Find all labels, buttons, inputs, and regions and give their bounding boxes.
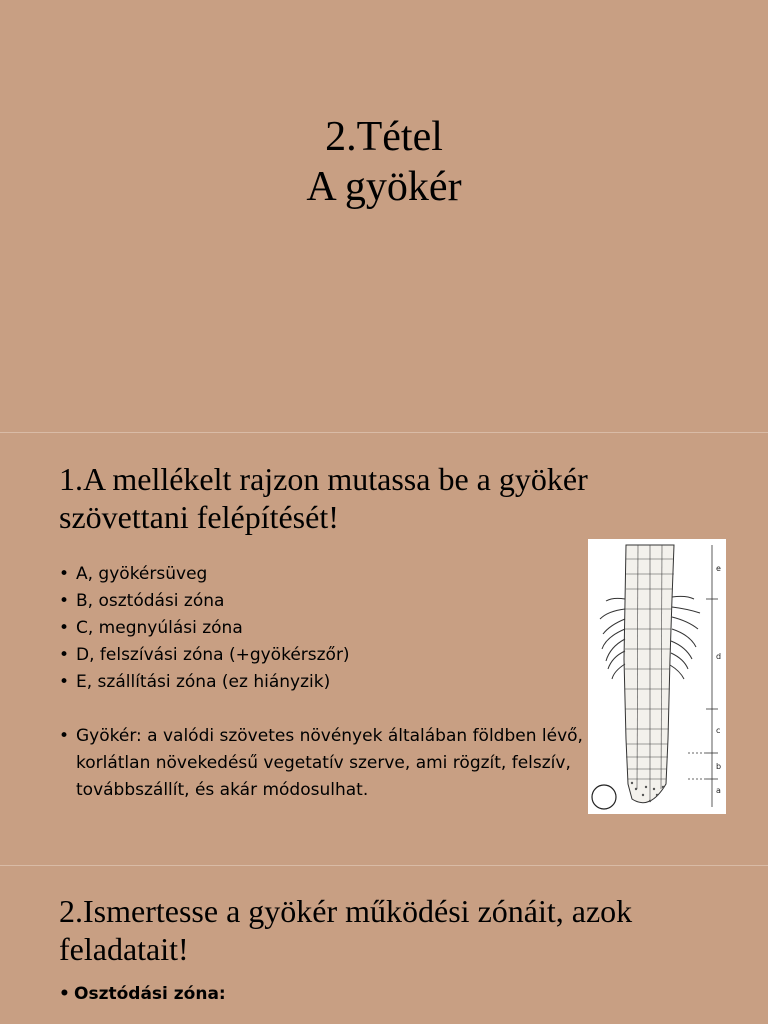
- slide-2: [0, 433, 768, 865]
- label-e: e: [716, 564, 721, 573]
- slide-2-title: [59, 460, 739, 536]
- label-c: c: [716, 726, 721, 735]
- list-item: • B, osztódási zóna: [59, 588, 350, 615]
- slide-1: [0, 0, 768, 432]
- root-diagram-svg: [588, 539, 726, 814]
- list-item-bold: • Osztódási zóna:: [59, 984, 226, 1004]
- list-item: • E, szállítási zóna (ez hiányzik): [59, 669, 350, 696]
- root-diagram: [588, 539, 726, 814]
- title-line-2: A gyökér: [306, 164, 462, 210]
- list-item: • D, felszívási zóna (+gyökérszőr): [59, 642, 350, 669]
- label-b: b: [716, 762, 722, 771]
- slide-3: [0, 866, 768, 1024]
- slide-1-title: [0, 112, 768, 212]
- slide-3-title-line-1: 2.Ismertesse a gyökér működési zónáit, azok: [59, 893, 633, 929]
- slide-2-title-line-1: 1.A mellékelt rajzon mutassa be a gyökér: [59, 461, 588, 497]
- label-d: d: [716, 652, 722, 661]
- zone-list: [59, 561, 350, 696]
- slide-3-title-line-2: feladatait!: [59, 931, 189, 967]
- list-item: • A, gyökérsüveg: [59, 561, 350, 588]
- slide-2-title-line-2: szövettani felépítését!: [59, 499, 339, 535]
- title-line-1: 2.Tétel: [325, 114, 443, 160]
- slide-3-title: [59, 892, 739, 968]
- definition-text: • Gyökér: a valódi szövetes növények általában földben lévő, korlátlan növekedésű vegetatív szerve, ami rögzít, felszív, továbbszállít, és akár módosulhat.: [59, 723, 596, 804]
- list-item: • C, megnyúlási zóna: [59, 615, 350, 642]
- label-a: a: [716, 786, 721, 795]
